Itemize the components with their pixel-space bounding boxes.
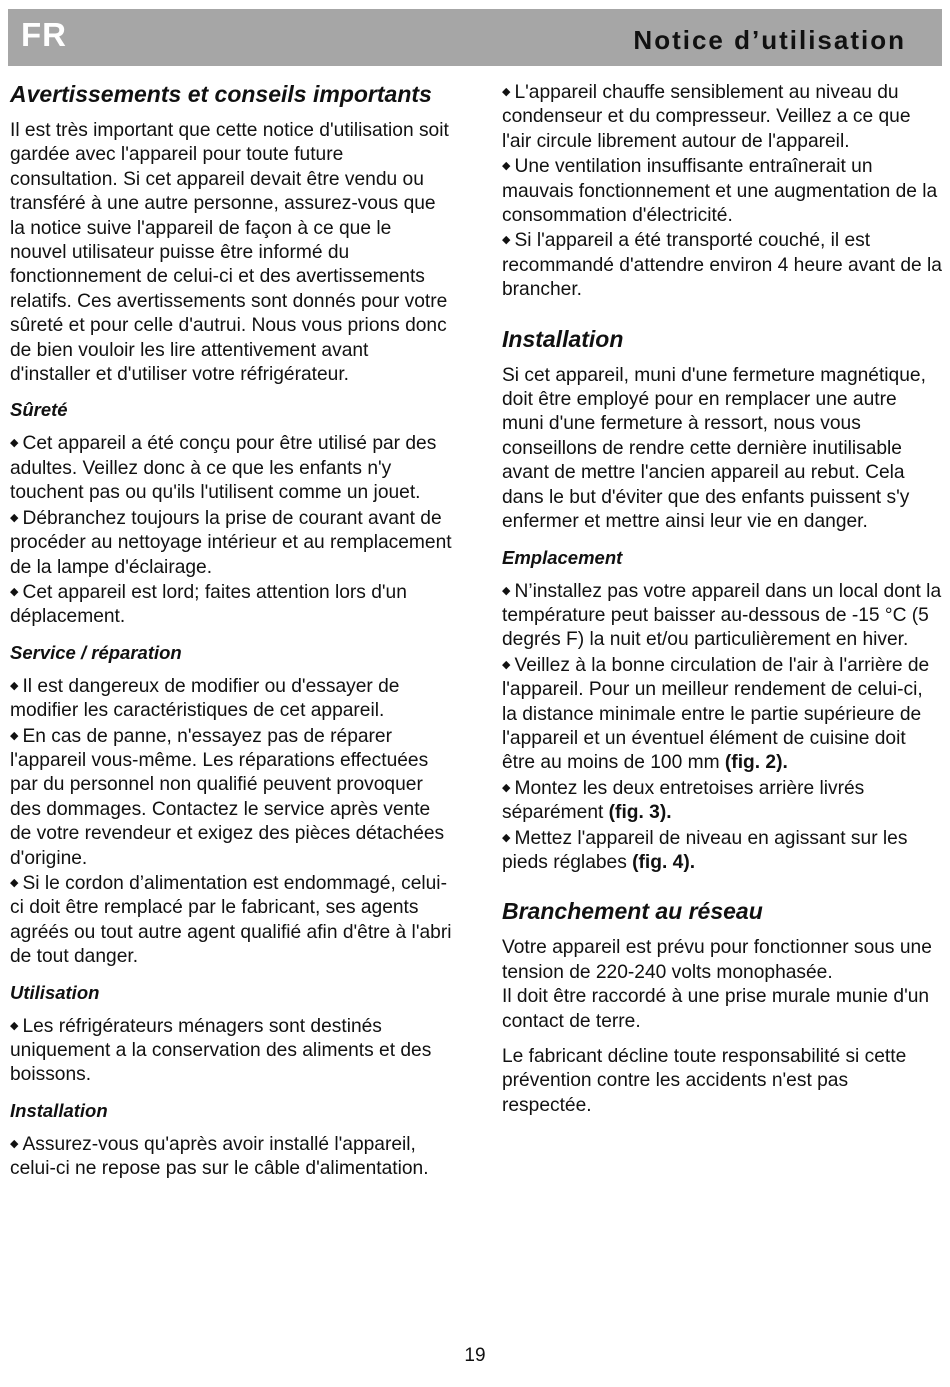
heading-avertissements: Avertissements et conseils importants <box>10 81 432 107</box>
figure-reference: (fig. 4). <box>632 851 696 873</box>
list-item: ◆ Veillez à la bonne circulation de l'air à l'arrière de l'appareil. Pour un meilleur rendement de celui-ci, la distance minimale entre le partie supérieure de l'appareil et un éventuel élément de cuisine doit être au moins de 100 mm (fig. 2). <box>502 654 930 774</box>
responsabilite-paragraph: Le fabricant décline toute responsabilité si cette prévention contre les accidents n'est pas respectée. <box>502 1046 907 1116</box>
language-code: FR <box>21 16 67 53</box>
list-item: ◆ Montez les deux entretoises arrière livrés séparément (fig. 3). <box>502 777 865 824</box>
heading-installation-left: Installation <box>10 1099 108 1121</box>
bullet-icon: ◆ <box>502 584 511 597</box>
list-item: ◆ En cas de panne, n'essayez pas de réparer l'appareil vous-même. Les réparations effectuées par du personnel non qualifié peuvent provoquer des dommages. Contactez le service après vente de votre revendeur et exigez des pièces détachées d'origine. <box>10 725 445 869</box>
bullet-icon: ◆ <box>502 160 511 173</box>
bullet-icon: ◆ <box>10 1019 19 1032</box>
page-number: 19 <box>464 1345 486 1366</box>
bullet-icon: ◆ <box>10 511 19 524</box>
document-title: Notice d’utilisation <box>633 25 906 55</box>
heading-utilisation: Utilisation <box>10 981 100 1003</box>
list-item: ◆ Il est dangereux de modifier ou d'essayer de modifier les caractéristiques de cet appareil. <box>10 675 400 722</box>
heading-surete: Sûreté <box>10 399 68 421</box>
heading-service: Service / réparation <box>10 641 182 663</box>
surete-list <box>10 431 452 629</box>
emplacement-list <box>502 579 942 876</box>
list-item: ◆ Si l'appareil a été transporté couché, il est recommandé d'attendre environ 4 heure avant de la brancher. <box>502 230 942 301</box>
list-item: ◆ Cet appareil est lord; faites attention lors d'un déplacement. <box>10 581 407 628</box>
service-list <box>10 674 452 970</box>
list-item: ◆ Assurez-vous qu'après avoir installé l'appareil, celui-ci ne repose pas sur le câble d'alimentation. <box>10 1133 429 1180</box>
installation-paragraph: Si cet appareil, muni d'une fermeture magnétique, doit être employé pour en remplacer une autre muni d'une fermeture à ressort, nous vous conseillons de rendre cette dernière inutilisable avant de mettre l'ancien appareil au rebut. Cela dans le but d'éviter que des enfants puissent s'y enfermer et mettre ainsi leur vie en danger. <box>502 364 926 533</box>
branchement-paragraph: Votre appareil est prévu pour fonctionner sous une tension de 220-240 volts monophasée. Il doit être raccordé à une prise murale munie d'un contact de terre. <box>502 937 932 1032</box>
bullet-icon: ◆ <box>10 876 19 889</box>
bullet-icon: ◆ <box>10 729 19 742</box>
figure-reference: (fig. 2). <box>724 752 788 774</box>
header-bar <box>8 9 942 66</box>
list-item: ◆ Les réfrigérateurs ménagers sont destinés uniquement a la conservation des aliments et des boissons. <box>10 1015 432 1086</box>
figure-reference: (fig. 3). <box>608 802 672 824</box>
installation-list <box>10 1132 452 1182</box>
intro-paragraph: Il est très important que cette notice d'utilisation soit gardée avec l'appareil pour toute future consultation. Si cet appareil devait être vendu ou transféré à une autre personne, assurez-vous que la notice suive l'appareil de façon à ce que le nouvel utilisateur puisse être informé du fonctionnement de celui-ci et des avertissements relatifs. Ces avertissements sont donnés pour votre sûreté et pour celle d'autrui. Nous vous prions donc de bien vouloir les lire attentivement avant d'installer et d'utiliser votre réfrigérateur. <box>10 120 449 386</box>
bullet-icon: ◆ <box>502 781 511 794</box>
utilisation-list <box>10 1014 452 1088</box>
bullet-icon: ◆ <box>10 1137 19 1150</box>
list-item: ◆ Mettez l'appareil de niveau en agissant sur les pieds réglabes (fig. 4). <box>502 827 908 873</box>
bullet-icon: ◆ <box>502 86 511 98</box>
bullet-icon: ◆ <box>10 679 19 692</box>
list-item: ◆ Si le cordon d’alimentation est endommagé, celui-ci doit être remplacé par le fabricant, ses agents agréés ou tout autre agent qualifié afin d'être à l'abri de tout danger. <box>10 872 452 968</box>
list-item: ◆ Une ventilation insuffisante entraînerait un mauvais fonctionnement et une augmentation de la consommation d'électricité. <box>502 156 938 227</box>
bullet-icon: ◆ <box>10 437 19 450</box>
bullet-icon: ◆ <box>502 658 511 671</box>
bullet-icon: ◆ <box>10 585 19 598</box>
bullet-icon: ◆ <box>502 831 511 844</box>
list-item: ◆ N’installez pas votre appareil dans un local dont la température peut baisser au-dessous de -15 °C (5 degrés F) la nuit et/ou particulièrement en hiver. <box>502 580 942 651</box>
list-item: ◆ L'appareil chauffe sensiblement au niveau du condenseur et du compresseur. Veillez a ce que l'air circule librement autour de l'appareil. <box>502 82 911 152</box>
top-list <box>502 80 942 303</box>
bullet-icon: ◆ <box>502 234 511 247</box>
heading-installation-right: Installation <box>502 325 624 352</box>
heading-branchement: Branchement au réseau <box>502 898 763 925</box>
list-item: ◆ Débranchez toujours la prise de courant avant de procéder au nettoyage intérieur et au remplacement de la lampe d'éclairage. <box>10 507 452 578</box>
list-item: ◆ Cet appareil a été conçu pour être utilisé par des adultes. Veillez donc à ce que les enfants n'y touchent pas ou qu'ils l'utilisent comme un jouet. <box>10 433 437 504</box>
left-column <box>10 80 452 1193</box>
heading-emplacement: Emplacement <box>502 546 623 568</box>
right-column <box>502 80 942 1129</box>
